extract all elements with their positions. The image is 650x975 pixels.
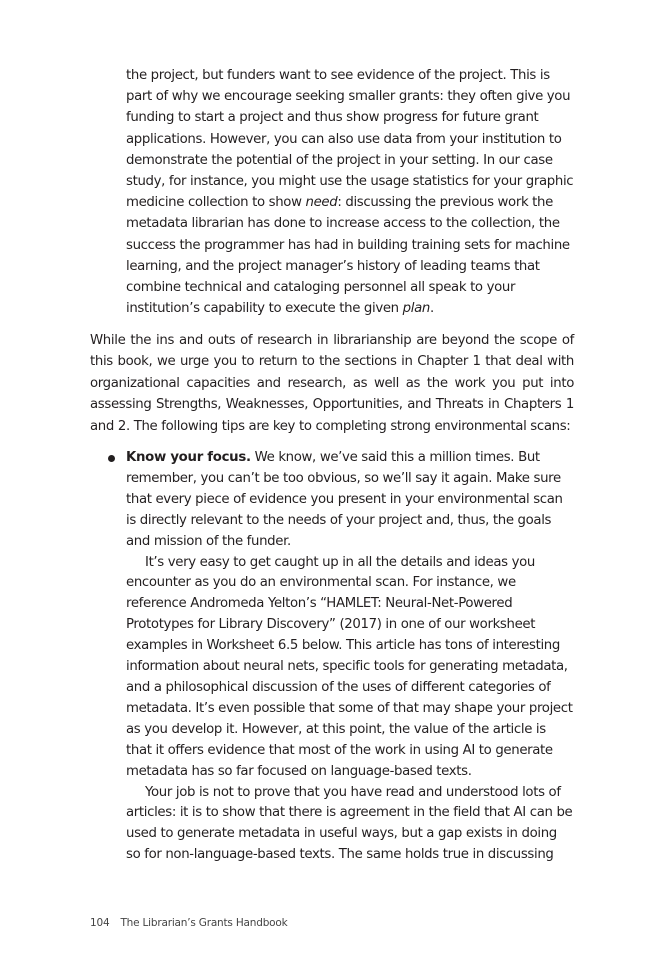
bullet-icon — [108, 455, 115, 462]
tip-lead-text: We know, we’ve said this a million times. But remember, you can’t be too obvious, so we’ll say it again. Make sure that every piece of evidence you present in your environmental scan is directly relevant to the needs of your project and, thus, the goals and mission of the funder. — [126, 450, 563, 549]
tip-lead-paragraph — [126, 448, 574, 553]
indented-paragraph-text — [126, 65, 574, 319]
indented-text-part1: the project, but funders want to see evidence of the project. This is part of why we encourage seeking smaller grants: they often give you funding to start a project and thus show progress for future grant applications. However, you can also use data from your institution to demonstrate the potential of the project in your setting. In our case study, for instance, you might use the usage statistics for your graphic medicine collection to show — [126, 68, 574, 211]
tip-paragraph-3: Your job is not to prove that you have read and understood lots of articles: it is to show that there is agreement in the field that AI can be used to generate metadata in useful ways, but a gap exists in doing so for non-language-based texts. The same holds true in discussing — [126, 784, 573, 863]
emphasis-need: need — [305, 195, 338, 211]
indented-text-part2: : discussing the previous work the metadata librarian has done to increase access to the collection, the success the programmer has had in building training sets for machine learning, and the project manager’s history of leading teams that combine technical and cataloging personnel all speak to your institution’s capability to execute the given — [126, 195, 570, 317]
body-paragraph-text: While the ins and outs of research in librarianship are beyond the scope of this book, we urge you to return to the sections in Chapter 1 that deal with organizational capacities and research, as well as the work you put into assessing Strengths, Weaknesses, Opportunities, and Threats in Chapters 1 and 2. The following tips are key to completing strong environmental scans: — [90, 333, 574, 434]
tip-heading: Know your focus. — [126, 450, 251, 465]
indented-paragraph — [126, 65, 574, 319]
page-number: 104 — [90, 917, 110, 929]
running-title: The Librarian’s Grants Handbook — [120, 917, 288, 929]
indented-text-part3: . — [429, 301, 434, 317]
tip-text — [126, 448, 574, 866]
tip-paragraph-2: It’s very easy to get caught up in all the details and ideas you encounter as you do an environmental scan. For instance, we reference Andromeda Yelton’s “HAMLET: Neural-Net-Powered Prototypes for Library Discovery” (2017) in one of our worksheet examples in Worksheet 6.5 below. This article has tons of interesting information about neural nets, specific tools for generating metadata, and a philosophical discussion of the uses of different categories of metadata. It’s even possible that some of that may shape your project as you develop it. However, at this point, the value of the article is that it offers evidence that most of the work in using AI to generate metadata has so far focused on language-based texts. — [126, 554, 573, 779]
emphasis-plan: plan — [402, 301, 430, 317]
body-paragraph — [90, 330, 574, 437]
page-footer — [90, 917, 287, 929]
